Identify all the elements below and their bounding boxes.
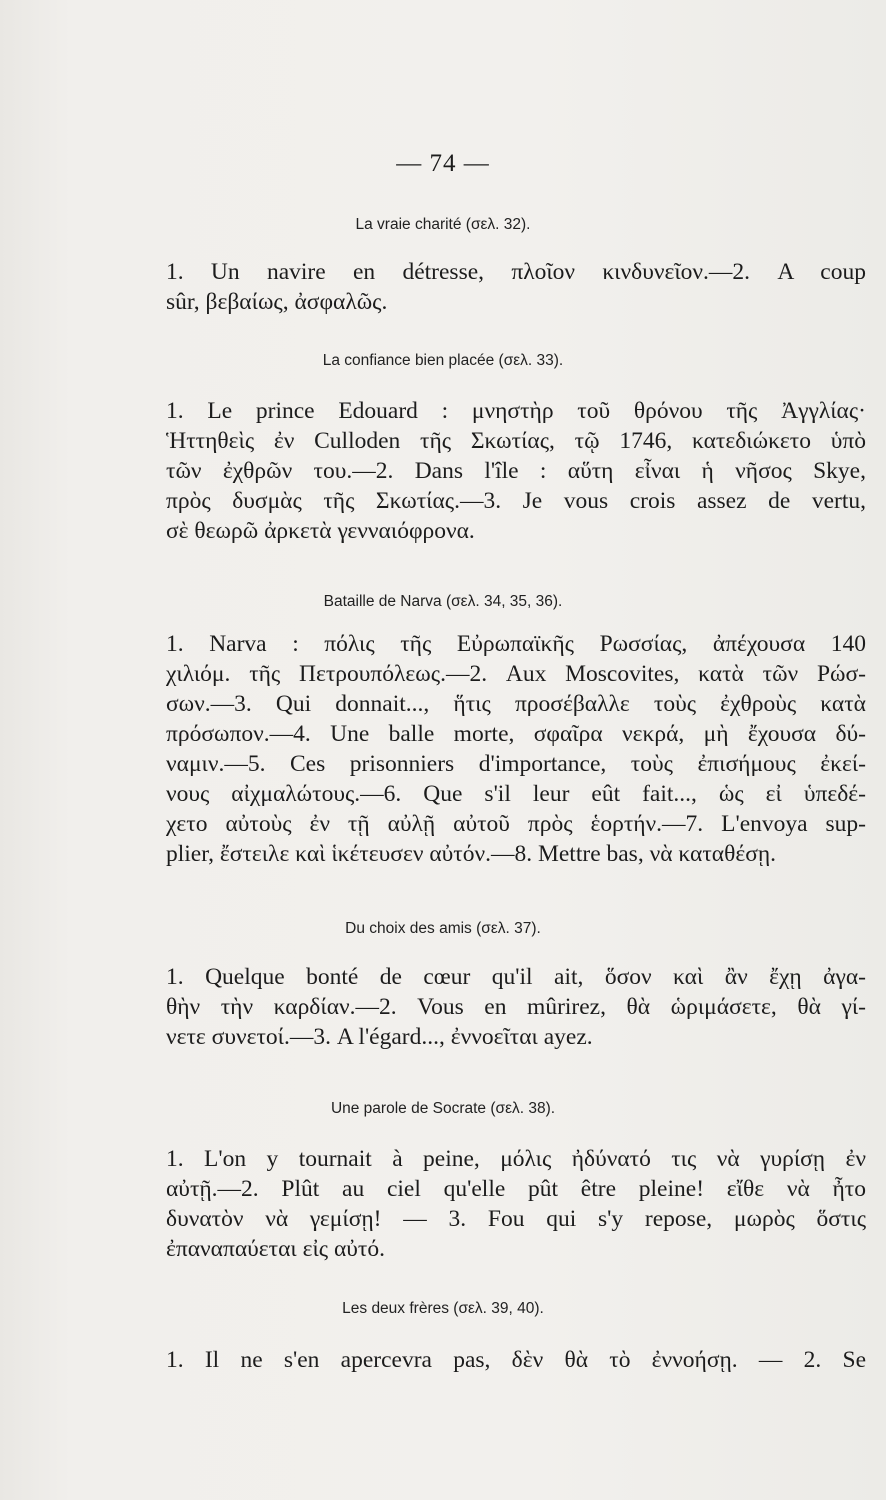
section-heading: Bataille de Narva (σελ. 34, 35, 36). [323, 593, 563, 610]
section-heading: Une parole de Socrate (σελ. 38). [330, 1100, 556, 1117]
text-line: plier, ἔστειλε καὶ ἱκέτευσεν αὐτόν.—8. Mettre bas, νὰ καταθέσῃ. [166, 841, 777, 867]
section-text [166, 629, 866, 869]
text-line: 1. L'on y tournait à peine, μόλις ἠδύνατό τις νὰ γυρίσῃ ἐν [166, 1146, 866, 1172]
text-line: Ἡττηθεὶς ἐν Culloden τῆς Σκωτίας, τῷ 1746, κατεδιώκετο ὑπὸ [166, 428, 866, 454]
text-line: sûr, βεβαίως, ἀσφαλῶς. [166, 289, 388, 315]
text-line: 1. Un navire en détresse, πλοῖον κινδυνεῖον.—2. A coup [166, 259, 866, 285]
section-heading: La vraie charité (σελ. 32). [355, 216, 531, 233]
text-line: θὴν τὴν καρδίαν.—2. Vous en mûrirez, θὰ ὡριμάσετε, θὰ γί- [166, 994, 866, 1020]
text-line: σων.—3. Qui donnait..., ἥτις προσέβαλλε τοὺς ἐχθροὺς κατὰ [166, 691, 866, 717]
section-text [166, 1345, 866, 1375]
text-line: ναμιν.—5. Ces prisonniers d'importance, τοὺς ἐπισήμους ἐκεί- [166, 751, 866, 777]
section-text [166, 396, 866, 546]
text-line: πρὸς δυσμὰς τῆς Σκωτίας.—3. Je vous crois assez de vertu, [166, 488, 866, 514]
section-heading: Les deux frères (σελ. 39, 40). [342, 1300, 544, 1317]
text-line: αὐτῇ.—2. Plût au ciel qu'elle pût être pleine! εἴθε νὰ ἦτο [166, 1176, 866, 1202]
text-line: δυνατὸν νὰ γεμίσῃ! — 3. Fou qui s'y repose, μωρὸς ὅστις [166, 1206, 866, 1232]
text-line: ἐπαναπαύεται εἰς αὐτό. [166, 1236, 386, 1262]
text-line: 1. Il ne s'en apercevra pas, δὲν θὰ τὸ ἐννοήσῃ. — 2. Se [166, 1347, 866, 1373]
text-line: 1. Quelque bonté de cœur qu'il ait, ὅσον καὶ ἂν ἔχῃ ἀγα- [166, 964, 866, 990]
text-line: χετο αὐτοὺς ἐν τῇ αὐλῇ αὐτοῦ πρὸς ἑορτήν.—7. L'envoya sup- [166, 811, 866, 837]
text-line: τῶν ἐχθρῶν του.—2. Dans l'île : αὕτη εἶναι ἡ νῆσος Skye, [166, 458, 866, 484]
text-line: νετε συνετοί.—3. A l'égard..., ἐννοεῖται ayez. [166, 1024, 593, 1050]
page-number: — 74 — [396, 150, 490, 177]
section-heading: La confiance bien placée (σελ. 33). [322, 352, 564, 369]
text-line: σὲ θεωρῶ ἀρκετὰ γενναιόφρονα. [166, 518, 475, 544]
text-line: χιλιόμ. τῆς Πετρουπόλεως.—2. Aux Moscovites, κατὰ τῶν Ρώσ- [166, 661, 866, 687]
section-text [166, 1144, 866, 1264]
section-heading: Du choix des amis (σελ. 37). [345, 920, 541, 937]
text-line: 1. Le prince Edouard : μνηστὴρ τοῦ θρόνου τῆς Ἀγγλίας· [166, 398, 866, 424]
text-line: νους αἰχμαλώτους.—6. Que s'il leur eût fait..., ὡς εἰ ὑπεδέ- [166, 781, 866, 807]
text-line: πρόσωπον.—4. Une balle morte, σφαῖρα νεκρά, μὴ ἔχουσα δύ- [166, 721, 866, 747]
text-line: 1. Narva : πόλις τῆς Εὐρωπαϊκῆς Ρωσσίας, ἀπέχουσα 140 [166, 631, 866, 657]
section-text [166, 962, 866, 1052]
section-text [166, 257, 866, 317]
